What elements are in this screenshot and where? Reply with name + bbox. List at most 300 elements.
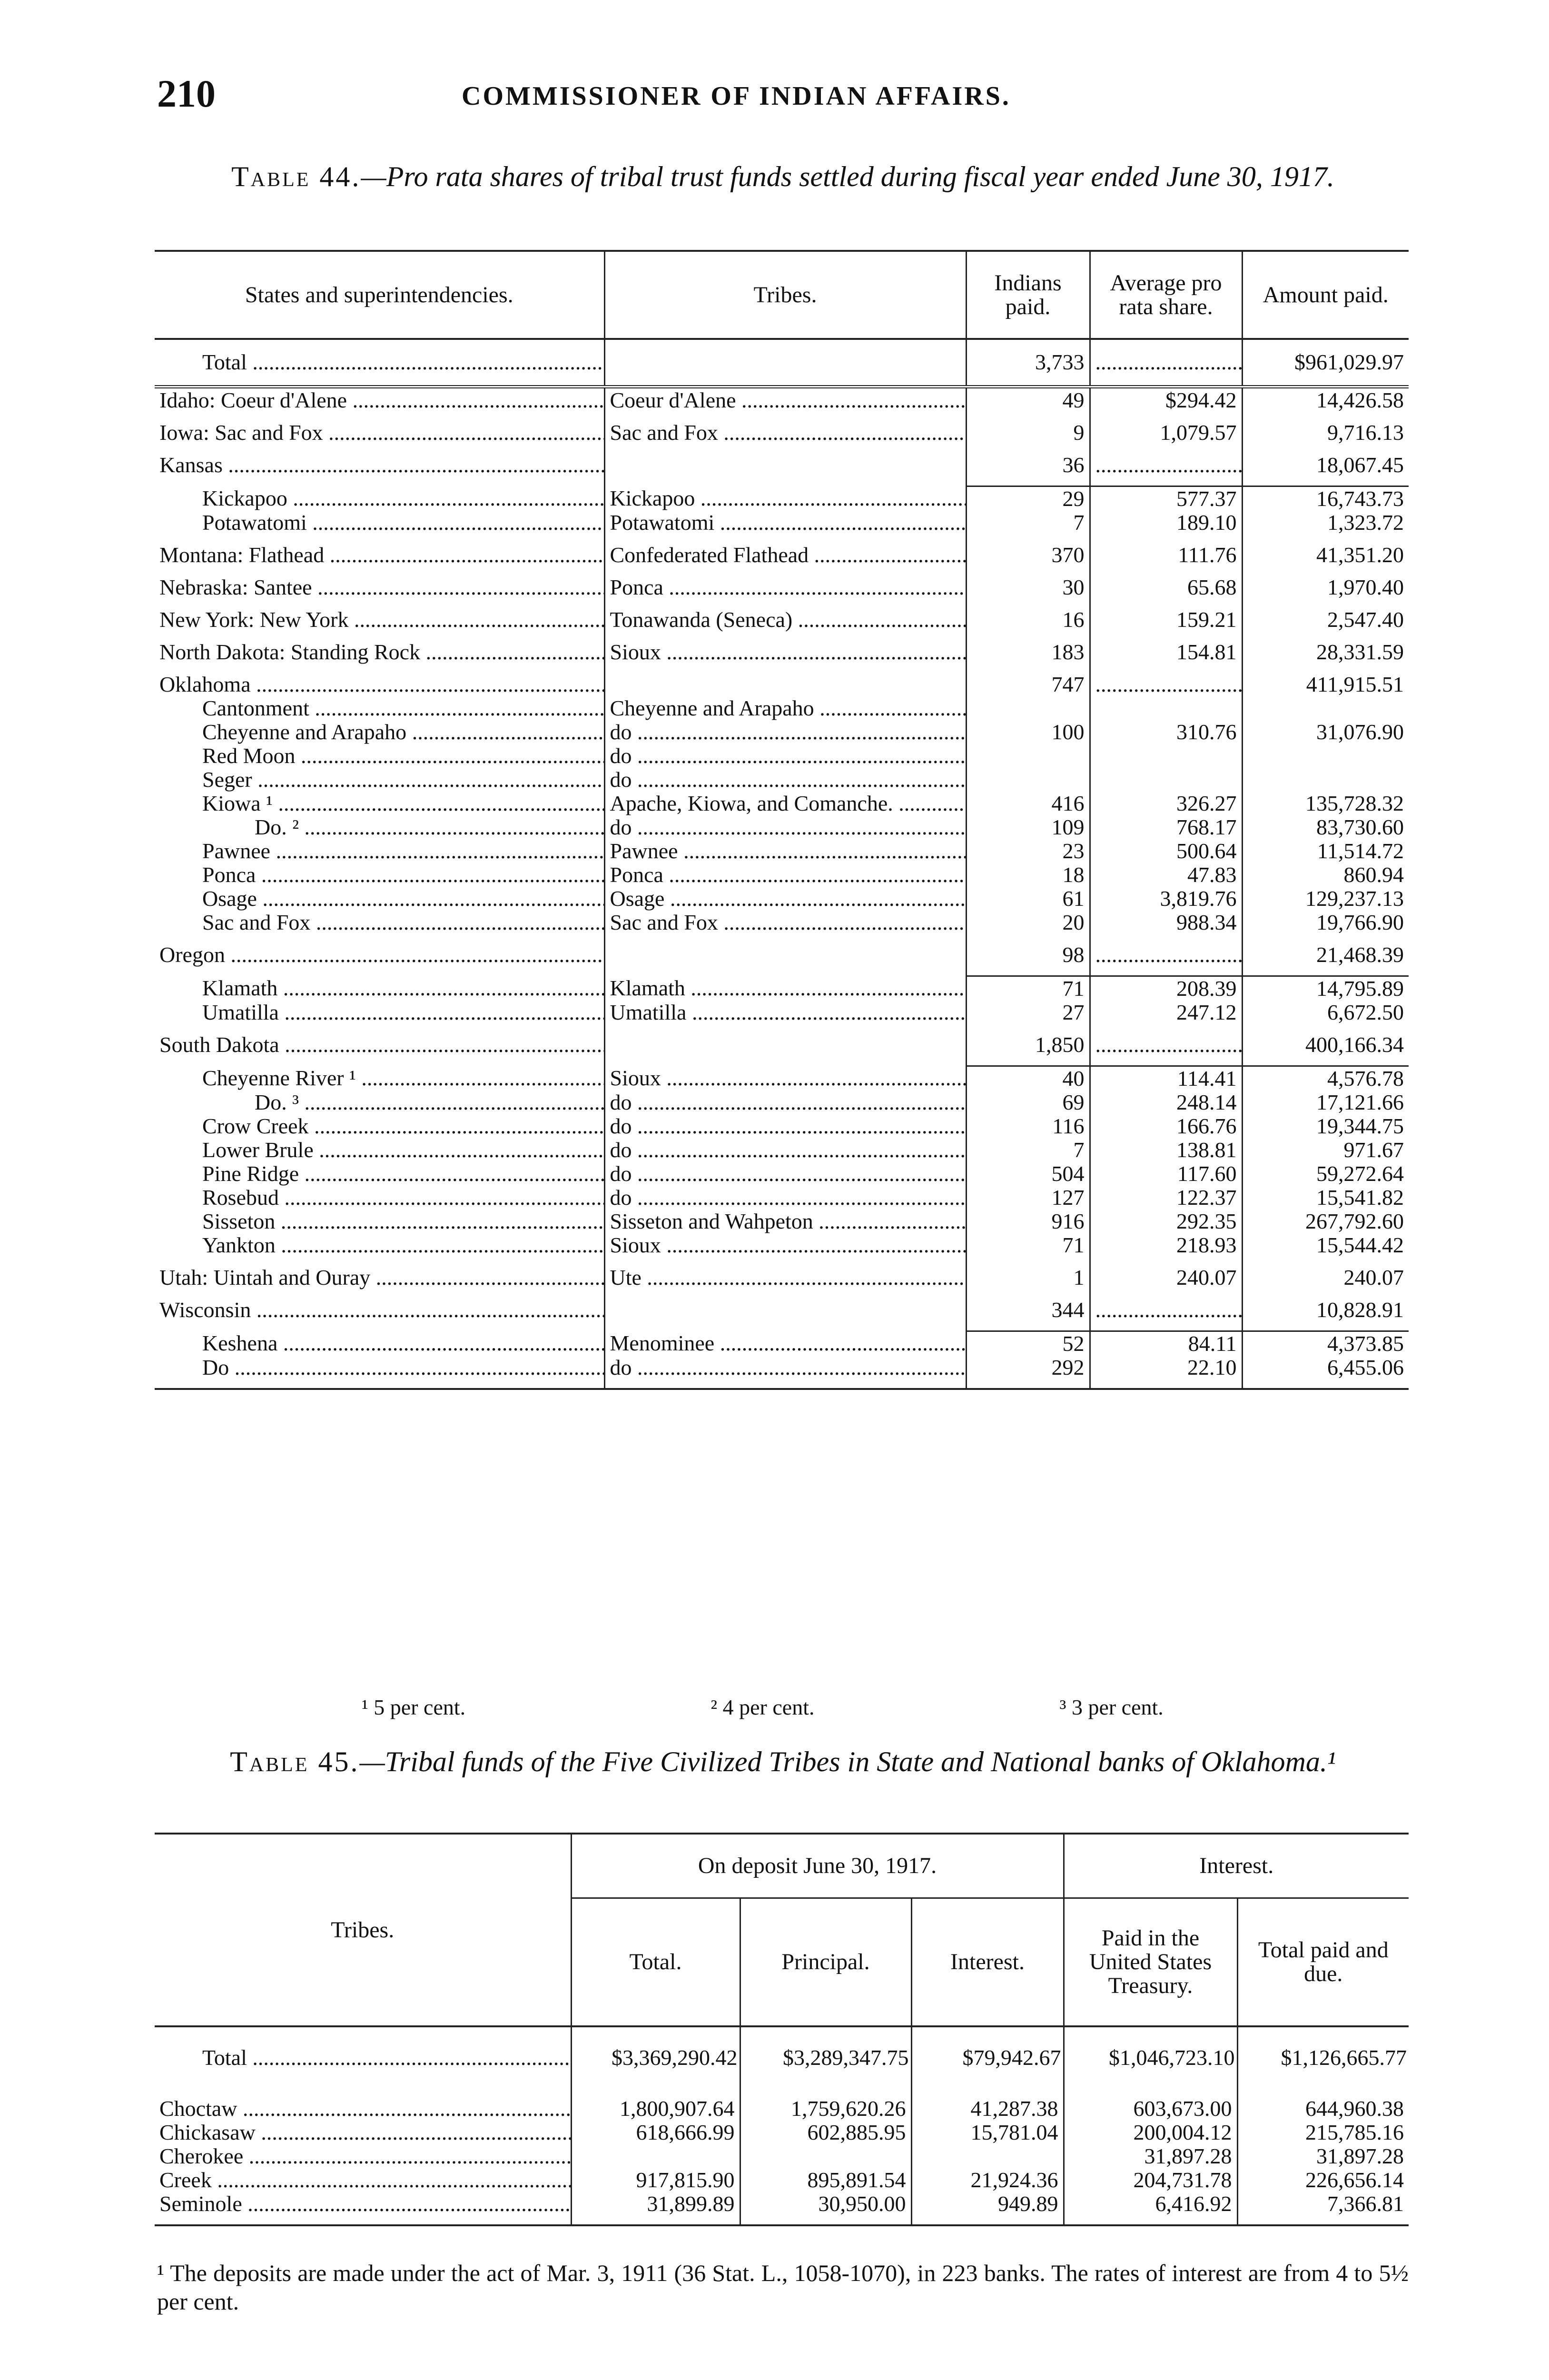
t45-cell-interest: 15,781.04 (911, 2121, 1064, 2144)
t44-row (155, 1138, 1409, 1162)
table44-footnotes (362, 1695, 1409, 1720)
t44-spacer (155, 445, 1409, 453)
footnote-1: ¹ 5 per cent. (362, 1695, 466, 1719)
t44-cell-amount: 31,076.90 (1242, 720, 1409, 744)
t44-cell-avg: 154.81 (1090, 640, 1242, 664)
t45-cell-total: 1,800,907.64 (571, 2097, 740, 2121)
t44-cell-state: Umatilla ..... (155, 1001, 604, 1024)
t44-cell-avg: 577.37 (1090, 486, 1242, 511)
t44-cell-state: Kickapoo ..... (155, 486, 604, 511)
t44-cell-indians: 344 (966, 1298, 1090, 1322)
t44-cell-state: Keshena ..... (155, 1331, 604, 1356)
t44-cell-avg: 111.76 (1090, 543, 1242, 567)
t44-cell-tribe: Sac and Fox ..... (604, 911, 966, 934)
t44-row (155, 453, 1409, 477)
t44-row (155, 640, 1409, 664)
t44-cell-tribe (604, 1033, 966, 1057)
table45-label: Table 45. (230, 1746, 360, 1777)
t45-cell-paid-treasury: 200,004.12 (1064, 2121, 1237, 2144)
t44-cell-avg (1090, 696, 1242, 720)
t44-cell-tribe (604, 1298, 966, 1322)
t44-cell-indians: 52 (966, 1331, 1090, 1356)
t44-cell-avg: 988.34 (1090, 911, 1242, 934)
t44-cell-state: New York: New York ..... (155, 608, 604, 632)
t44-cell-amount: 2,547.40 (1242, 608, 1409, 632)
t44-cell-avg: 247.12 (1090, 1001, 1242, 1024)
t44-cell-state: Sac and Fox ..... (155, 911, 604, 934)
t44-cell-amount: 14,426.58 (1242, 387, 1409, 412)
t44-cell-indians: 1,850 (966, 1033, 1090, 1057)
t44-cell-avg: 159.21 (1090, 608, 1242, 632)
t44-row (155, 976, 1409, 1001)
t44-row (155, 421, 1409, 445)
t44-row (155, 543, 1409, 567)
t44-cell-state: Pawnee ..... (155, 839, 604, 863)
t44-cell-avg (1090, 673, 1242, 696)
t44-cell-avg: 240.07 (1090, 1266, 1242, 1289)
t44-cell-tribe: do ..... (604, 744, 966, 768)
t44-cell-tribe: Sioux ..... (604, 1233, 966, 1257)
t44-cell-indians: 23 (966, 839, 1090, 863)
running-title: COMMISSIONER OF INDIAN AFFAIRS. (462, 81, 1011, 111)
t44-cell-amount: 4,373.85 (1242, 1331, 1409, 1356)
t45-cell-total: 618,666.99 (571, 2121, 740, 2144)
t44-cell-amount: 129,237.13 (1242, 887, 1409, 911)
t44-cell-state: North Dakota: Standing Rock ..... (155, 640, 604, 664)
t45-total-row (155, 2026, 1409, 2088)
t44-cell-tribe: do ..... (604, 1162, 966, 1186)
t44-cell-state: Osage ..... (155, 887, 604, 911)
t44-row (155, 815, 1409, 839)
t44-spacer (155, 1289, 1409, 1298)
t44-cell-state: Rosebud ..... (155, 1186, 604, 1210)
t44-cell-amount: 59,272.64 (1242, 1162, 1409, 1186)
t44-cell-amount: 9,716.13 (1242, 421, 1409, 445)
t45-cell-total-paid: 31,897.28 (1237, 2144, 1409, 2168)
t44-col-indians: Indians paid. (966, 251, 1090, 339)
t44-spacer (155, 967, 1409, 976)
t44-cell-indians: 27 (966, 1001, 1090, 1024)
t44-cell-indians: 29 (966, 486, 1090, 511)
t45-col-total-paid: Total paid and due. (1237, 1898, 1409, 2026)
t44-cell-amount: 860.94 (1242, 863, 1409, 887)
t44-cell-indians: 16 (966, 608, 1090, 632)
t44-spacer (155, 477, 1409, 486)
t44-total-indians: 3,733 (966, 339, 1090, 387)
page-number: 210 (157, 72, 216, 115)
t44-cell-amount: 19,344.75 (1242, 1114, 1409, 1138)
t44-cell-avg (1090, 943, 1242, 967)
t44-cell-avg: 117.60 (1090, 1162, 1242, 1186)
t44-cell-amount: 18,067.45 (1242, 453, 1409, 477)
t44-row (155, 511, 1409, 535)
t44-cell-amount: 971.67 (1242, 1138, 1409, 1162)
t44-cell-indians (966, 744, 1090, 768)
t44-cell-tribe: Ute ..... (604, 1266, 966, 1289)
t44-cell-avg: 166.76 (1090, 1114, 1242, 1138)
t44-cell-avg: 326.27 (1090, 792, 1242, 815)
t44-spacer (155, 934, 1409, 943)
t45-cell-interest: 41,287.38 (911, 2097, 1064, 2121)
t44-cell-tribe: Confederated Flathead ..... (604, 543, 966, 567)
t44-cell-indians: 116 (966, 1114, 1090, 1138)
t44-cell-indians: 747 (966, 673, 1090, 696)
t45-row (155, 2144, 1409, 2168)
t44-cell-indians: 1 (966, 1266, 1090, 1289)
t44-col-avg: Average pro rata share. (1090, 251, 1242, 339)
t44-spacer (155, 664, 1409, 673)
t44-cell-tribe: Apache, Kiowa, and Comanche. ..... (604, 792, 966, 815)
t44-row (155, 1266, 1409, 1289)
t44-cell-state: Do. ² ..... (155, 815, 604, 839)
t44-cell-state: Cheyenne and Arapaho ..... (155, 720, 604, 744)
t44-col-state: States and superintendencies. (245, 282, 513, 307)
t44-cell-tribe: Cheyenne and Arapaho ..... (604, 696, 966, 720)
t45-group-deposit: On deposit June 30, 1917. (571, 1834, 1064, 1898)
table44-caption (157, 159, 1409, 194)
t44-cell-state: Nebraska: Santee ..... (155, 575, 604, 599)
t44-cell-state: Do. ³ ..... (155, 1091, 604, 1114)
t44-cell-indians: 71 (966, 1233, 1090, 1257)
t44-row (155, 1233, 1409, 1257)
t44-row (155, 911, 1409, 934)
t44-cell-avg: 310.76 (1090, 720, 1242, 744)
t44-cell-amount: 400,166.34 (1242, 1033, 1409, 1057)
t45-cell-total: 917,815.90 (571, 2168, 740, 2192)
t44-cell-tribe: do ..... (604, 1138, 966, 1162)
t44-row (155, 1331, 1409, 1356)
t44-row (155, 486, 1409, 511)
t44-cell-indians: 9 (966, 421, 1090, 445)
t44-cell-state: Cheyenne River ¹ ..... (155, 1066, 604, 1091)
t44-cell-tribe: Menominee ..... (604, 1331, 966, 1356)
t44-cell-indians: 36 (966, 453, 1090, 477)
t45-cell-tribe: Choctaw ..... (155, 2097, 571, 2121)
t44-cell-avg: 3,819.76 (1090, 887, 1242, 911)
t44-cell-amount: 10,828.91 (1242, 1298, 1409, 1322)
t44-cell-indians: 18 (966, 863, 1090, 887)
table45 (155, 1833, 1409, 2226)
t44-cell-amount: 11,514.72 (1242, 839, 1409, 863)
t45-cell-interest: 21,924.36 (911, 2168, 1064, 2192)
t44-cell-state: Oregon ..... (155, 943, 604, 967)
t44-cell-tribe: do ..... (604, 1091, 966, 1114)
t44-cell-avg: 218.93 (1090, 1233, 1242, 1257)
t44-spacer (155, 632, 1409, 640)
t44-cell-indians: 7 (966, 1138, 1090, 1162)
t44-cell-tribe (604, 673, 966, 696)
t44-cell-state: Potawatomi ..... (155, 511, 604, 535)
t44-cell-tribe: Coeur d'Alene ..... (604, 387, 966, 412)
t44-cell-tribe: Pawnee ..... (604, 839, 966, 863)
t44-cell-avg: 500.64 (1090, 839, 1242, 863)
t44-cell-tribe: Klamath ..... (604, 976, 966, 1001)
t44-total-row (155, 339, 1409, 387)
t44-cell-indians (966, 768, 1090, 792)
t44-cell-tribe: Tonawanda (Seneca) ..... (604, 608, 966, 632)
t44-cell-avg: 138.81 (1090, 1138, 1242, 1162)
t44-cell-amount: 19,766.90 (1242, 911, 1409, 934)
t44-cell-state: Utah: Uintah and Ouray ..... (155, 1266, 604, 1289)
t44-row (155, 608, 1409, 632)
t45-col-paid-treasury: Paid in the United States Treasury. (1064, 1898, 1237, 2026)
t44-spacer (155, 1057, 1409, 1066)
t44-cell-avg: 208.39 (1090, 976, 1242, 1001)
t44-cell-indians: 916 (966, 1210, 1090, 1233)
t45-total-interest: $79,942.67 (911, 2026, 1064, 2088)
t44-cell-avg: 22.10 (1090, 1356, 1242, 1379)
t44-spacer (155, 599, 1409, 608)
t44-cell-state: Kansas ..... (155, 453, 604, 477)
t44-cell-amount: 135,728.32 (1242, 792, 1409, 815)
t44-cell-tribe: Sioux ..... (604, 1066, 966, 1091)
t45-col-interest: Interest. (911, 1898, 1064, 2026)
t44-cell-avg (1090, 768, 1242, 792)
t44-cell-indians: 504 (966, 1162, 1090, 1186)
t44-cell-state: Idaho: Coeur d'Alene ..... (155, 387, 604, 412)
t45-cell-principal (740, 2144, 911, 2168)
t44-cell-avg: 47.83 (1090, 863, 1242, 887)
t44-cell-tribe: Sac and Fox ..... (604, 421, 966, 445)
t44-cell-avg: 65.68 (1090, 575, 1242, 599)
t44-cell-indians: 183 (966, 640, 1090, 664)
t44-cell-avg: 189.10 (1090, 511, 1242, 535)
t44-cell-amount (1242, 768, 1409, 792)
t44-cell-state: Ponca ..... (155, 863, 604, 887)
t44-cell-indians: 98 (966, 943, 1090, 967)
t45-cell-tribe: Creek ..... (155, 2168, 571, 2192)
t44-cell-avg (1090, 453, 1242, 477)
table45-caption-text: —Tribal funds of the Five Civilized Tribes in State and National banks of Oklahoma.¹ (359, 1746, 1336, 1777)
t44-cell-state: Montana: Flathead ..... (155, 543, 604, 567)
t44-total-avg (1090, 339, 1242, 387)
t44-row (155, 673, 1409, 696)
t45-row (155, 2192, 1409, 2216)
t44-cell-tribe: do ..... (604, 815, 966, 839)
t45-cell-interest (911, 2144, 1064, 2168)
t44-row (155, 863, 1409, 887)
t45-row (155, 2121, 1409, 2144)
t45-col-total: Total. (571, 1898, 740, 2026)
t44-spacer (155, 1322, 1409, 1331)
t44-cell-state: Klamath ..... (155, 976, 604, 1001)
t45-row (155, 2168, 1409, 2192)
t44-row (155, 792, 1409, 815)
t44-cell-state: Do ..... (155, 1356, 604, 1379)
t44-cell-tribe: Potawatomi ..... (604, 511, 966, 535)
t44-total-tribe (604, 339, 966, 387)
t44-cell-avg: 768.17 (1090, 815, 1242, 839)
t44-total-amount: $961,029.97 (1242, 339, 1409, 387)
t45-cell-total (571, 2144, 740, 2168)
t44-row (155, 720, 1409, 744)
t44-cell-tribe: Osage ..... (604, 887, 966, 911)
t44-cell-indians: 127 (966, 1186, 1090, 1210)
t45-cell-paid-treasury: 603,673.00 (1064, 2097, 1237, 2121)
t44-cell-tribe: Sioux ..... (604, 640, 966, 664)
t44-row (155, 1033, 1409, 1057)
t44-row (155, 1210, 1409, 1233)
t44-spacer (155, 535, 1409, 543)
t44-cell-avg (1090, 1298, 1242, 1322)
t45-group-interest: Interest. (1064, 1834, 1409, 1898)
t44-cell-indians: 100 (966, 720, 1090, 744)
t44-cell-indians: 7 (966, 511, 1090, 535)
t44-cell-tribe: Sisseton and Wahpeton ..... (604, 1210, 966, 1233)
t44-row (155, 943, 1409, 967)
t45-cell-paid-treasury: 6,416.92 (1064, 2192, 1237, 2216)
footnote-3: ³ 3 per cent. (1059, 1695, 1164, 1719)
t44-total-label: Total ..... (155, 339, 604, 387)
t44-cell-indians: 69 (966, 1091, 1090, 1114)
t45-total-label: Total ..... (155, 2026, 571, 2088)
t44-cell-tribe: do ..... (604, 720, 966, 744)
t44-cell-amount: 15,541.82 (1242, 1186, 1409, 1210)
t44-cell-amount: 267,792.60 (1242, 1210, 1409, 1233)
t44-row (155, 744, 1409, 768)
t44-cell-indians: 416 (966, 792, 1090, 815)
t45-cell-total-paid: 226,656.14 (1237, 2168, 1409, 2192)
t44-spacer (155, 567, 1409, 575)
t44-row (155, 887, 1409, 911)
t45-cell-total-paid: 7,366.81 (1237, 2192, 1409, 2216)
t44-cell-state: Red Moon ..... (155, 744, 604, 768)
t44-cell-tribe: Ponca ..... (604, 863, 966, 887)
t45-cell-paid-treasury: 31,897.28 (1064, 2144, 1237, 2168)
t44-cell-amount: 1,323.72 (1242, 511, 1409, 535)
t44-cell-amount: 1,970.40 (1242, 575, 1409, 599)
t44-cell-state: Oklahoma ..... (155, 673, 604, 696)
t44-cell-avg: 292.35 (1090, 1210, 1242, 1233)
t45-cell-tribe: Chickasaw ..... (155, 2121, 571, 2144)
t44-cell-indians: 30 (966, 575, 1090, 599)
t44-cell-state: Cantonment ..... (155, 696, 604, 720)
t44-cell-tribe: do ..... (604, 1186, 966, 1210)
t44-cell-amount: 6,455.06 (1242, 1356, 1409, 1379)
t44-cell-amount: 21,468.39 (1242, 943, 1409, 967)
t44-row (155, 1114, 1409, 1138)
t44-cell-avg: 114.41 (1090, 1066, 1242, 1091)
t45-cell-principal: 1,759,620.26 (740, 2097, 911, 2121)
t45-cell-principal: 602,885.95 (740, 2121, 911, 2144)
t44-row (155, 768, 1409, 792)
t44-cell-tribe (604, 943, 966, 967)
t45-col-principal: Principal. (740, 1898, 911, 2026)
t44-cell-tribe: Umatilla ..... (604, 1001, 966, 1024)
t44-row (155, 1001, 1409, 1024)
t44-row (155, 1186, 1409, 1210)
t44-cell-amount: 411,915.51 (1242, 673, 1409, 696)
t45-cell-principal: 895,891.54 (740, 2168, 911, 2192)
t44-cell-amount: 16,743.73 (1242, 486, 1409, 511)
t44-cell-avg: $294.42 (1090, 387, 1242, 412)
t44-row (155, 1356, 1409, 1379)
t44-spacer (155, 1024, 1409, 1033)
t44-cell-tribe: do ..... (604, 1114, 966, 1138)
t45-row (155, 2097, 1409, 2121)
t44-cell-amount (1242, 696, 1409, 720)
t44-spacer (155, 1257, 1409, 1266)
t44-cell-avg: 122.37 (1090, 1186, 1242, 1210)
t44-col-amount: Amount paid. (1242, 251, 1409, 339)
t44-cell-indians: 61 (966, 887, 1090, 911)
t44-row (155, 1091, 1409, 1114)
t44-cell-amount: 28,331.59 (1242, 640, 1409, 664)
t44-cell-indians: 49 (966, 387, 1090, 412)
t44-cell-indians: 20 (966, 911, 1090, 934)
t44-cell-amount: 15,544.42 (1242, 1233, 1409, 1257)
t44-cell-amount: 240.07 (1242, 1266, 1409, 1289)
t44-cell-avg (1090, 744, 1242, 768)
t44-cell-indians: 40 (966, 1066, 1090, 1091)
t44-cell-amount: 6,672.50 (1242, 1001, 1409, 1024)
t44-cell-tribe: do ..... (604, 1356, 966, 1379)
t44-cell-amount: 41,351.20 (1242, 543, 1409, 567)
t44-cell-avg (1090, 1033, 1242, 1057)
t45-cell-paid-treasury: 204,731.78 (1064, 2168, 1237, 2192)
t44-cell-avg: 1,079.57 (1090, 421, 1242, 445)
t44-row (155, 575, 1409, 599)
t44-cell-tribe (604, 453, 966, 477)
table44-label: Table 44. (231, 161, 361, 192)
t44-cell-indians (966, 696, 1090, 720)
t45-col-tribes: Tribes. (155, 1834, 571, 2026)
table44 (155, 250, 1409, 1390)
t44-cell-amount: 14,795.89 (1242, 976, 1409, 1001)
t44-row (155, 387, 1409, 412)
footnote-2: ² 4 per cent. (710, 1695, 815, 1719)
t44-cell-avg: 84.11 (1090, 1331, 1242, 1356)
t44-cell-state: Crow Creek ..... (155, 1114, 604, 1138)
t45-cell-total-paid: 644,960.38 (1237, 2097, 1409, 2121)
t44-row (155, 839, 1409, 863)
t44-cell-amount: 4,576.78 (1242, 1066, 1409, 1091)
t44-cell-state: South Dakota ..... (155, 1033, 604, 1057)
t44-cell-indians: 292 (966, 1356, 1090, 1379)
t44-cell-amount: 17,121.66 (1242, 1091, 1409, 1114)
t45-total-principal: $3,289,347.75 (740, 2026, 911, 2088)
t44-row (155, 1298, 1409, 1322)
t45-cell-total: 31,899.89 (571, 2192, 740, 2216)
t45-cell-tribe: Seminole ..... (155, 2192, 571, 2216)
t45-total-paid-treasury: $1,046,723.10 (1064, 2026, 1237, 2088)
t44-cell-state: Wisconsin ..... (155, 1298, 604, 1322)
t44-cell-tribe: do ..... (604, 768, 966, 792)
t44-cell-state: Iowa: Sac and Fox ..... (155, 421, 604, 445)
t44-col-tribe: Tribes. (604, 251, 966, 339)
t44-cell-state: Yankton ..... (155, 1233, 604, 1257)
t45-cell-principal: 30,950.00 (740, 2192, 911, 2216)
t45-total-total-paid: $1,126,665.77 (1237, 2026, 1409, 2088)
t44-cell-state: Pine Ridge ..... (155, 1162, 604, 1186)
t44-spacer (155, 412, 1409, 421)
t45-cell-interest: 949.89 (911, 2192, 1064, 2216)
t44-row (155, 696, 1409, 720)
t45-cell-total-paid: 215,785.16 (1237, 2121, 1409, 2144)
t44-cell-tribe: Ponca ..... (604, 575, 966, 599)
t45-total-total: $3,369,290.42 (571, 2026, 740, 2088)
t44-cell-state: Kiowa ¹ ..... (155, 792, 604, 815)
t44-cell-state: Lower Brule ..... (155, 1138, 604, 1162)
t44-cell-amount: 83,730.60 (1242, 815, 1409, 839)
t44-row (155, 1066, 1409, 1091)
t44-cell-state: Sisseton ..... (155, 1210, 604, 1233)
table44-caption-text: —Pro rata shares of tribal trust funds settled during fiscal year ended June 30, 1917. (361, 161, 1334, 192)
t44-cell-amount (1242, 744, 1409, 768)
table45-caption (157, 1745, 1409, 1779)
t44-cell-indians: 370 (966, 543, 1090, 567)
t44-end-rule (155, 1379, 1409, 1389)
